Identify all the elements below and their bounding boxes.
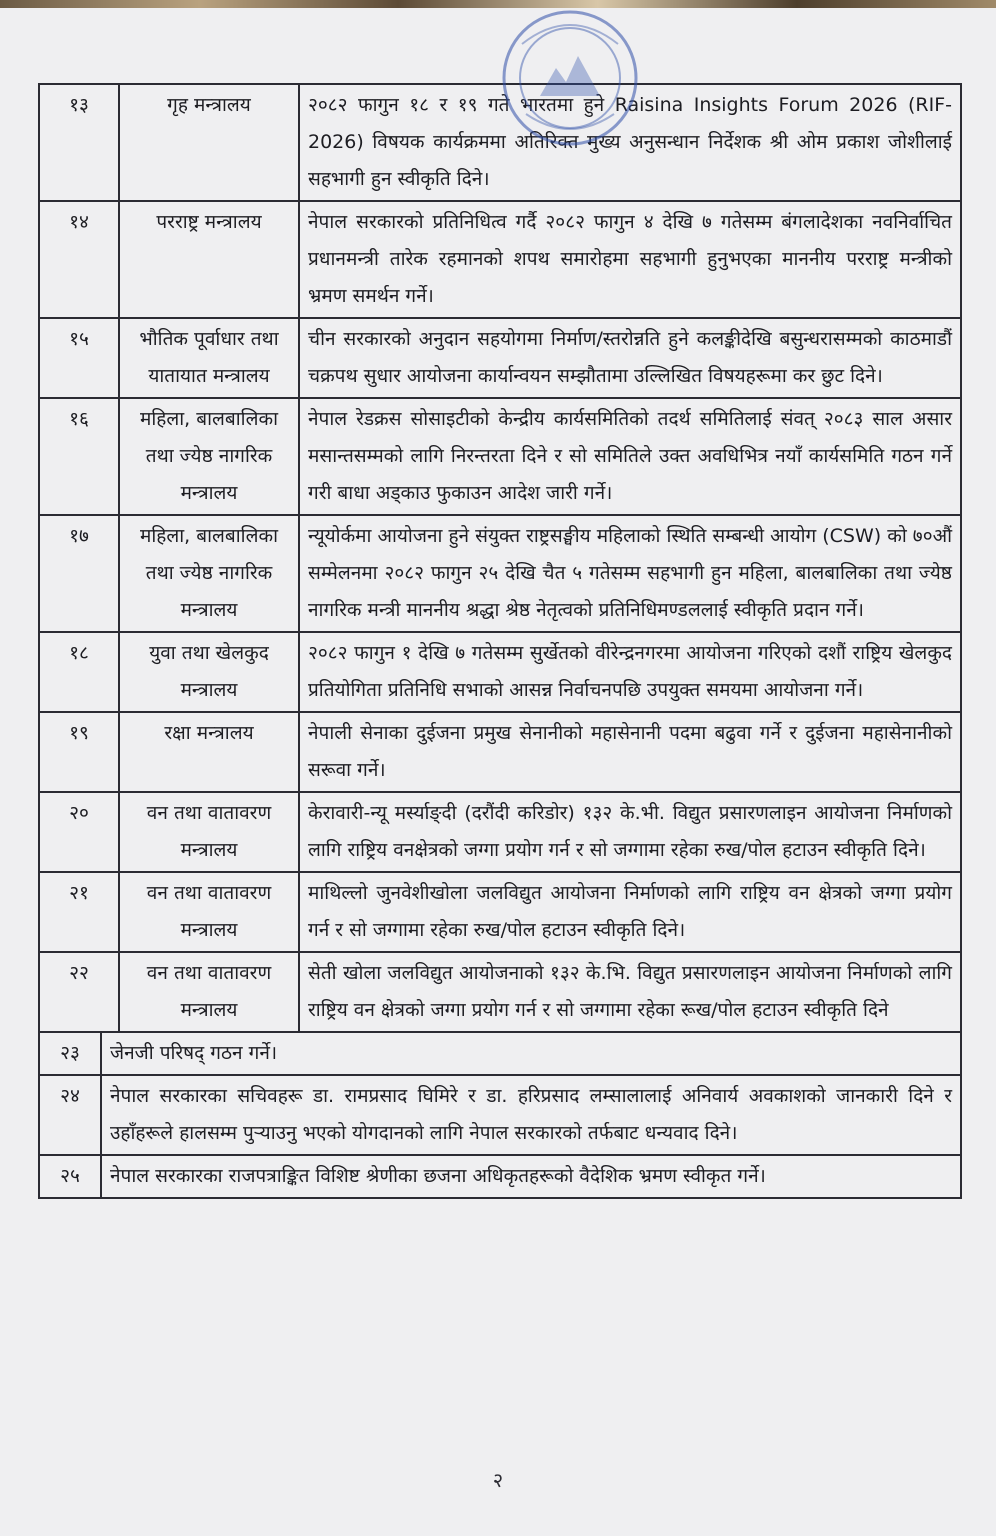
decision-cell: केरावारी-न्यू मर्स्याङ्दी (दरौंदी करिडोर) १३२ के.भी. विद्युत प्रसारणलाइन आयोजना निर्माणको लागि राष्ट्रिय वनक्षेत्रको जग्गा प्रयोग गर्न र सो जग्गामा रहेका रुख/पोल हटाउन स्वीकृति दिने। (299, 792, 961, 872)
table-row (39, 398, 961, 515)
row-number: १३ (39, 84, 119, 201)
row-number: २२ (39, 952, 119, 1032)
table-row (39, 712, 961, 792)
decisions-table (38, 83, 962, 1199)
row-number: १५ (39, 318, 119, 398)
table-row (39, 318, 961, 398)
decision-cell: नेपाल सरकारका राजपत्राङ्कित विशिष्ट श्रेणीका छजना अधिकृतहरूको वैदेशिक भ्रमण स्वीकृत गर्ने। (101, 1155, 961, 1198)
ministry-cell: भौतिक पूर्वाधार तथा यातायात मन्त्रालय (119, 318, 299, 398)
table-row (39, 1075, 961, 1155)
decision-cell: माथिल्लो जुनवेशीखोला जलविद्युत आयोजना निर्माणको लागि राष्ट्रिय वन क्षेत्रको जग्गा प्रयोग गर्न र सो जग्गामा रहेका रुख/पोल हटाउन स्वीकृति दिने। (299, 872, 961, 952)
table-row (39, 1032, 961, 1075)
table-row (39, 792, 961, 872)
ministry-cell: महिला, बालबालिका तथा ज्येष्ठ नागरिक मन्त्रालय (119, 515, 299, 632)
decision-cell: नेपाली सेनाका दुईजना प्रमुख सेनानीको महासेनानी पदमा बढुवा गर्ने र दुईजना महासेनानीको सरूवा गर्ने। (299, 712, 961, 792)
ministry-cell: गृह मन्त्रालय (119, 84, 299, 201)
row-number: २० (39, 792, 119, 872)
table-row (39, 952, 961, 1032)
ministry-cell: वन तथा वातावरण मन्त्रालय (119, 792, 299, 872)
decision-cell: २०८२ फागुन १ देखि ७ गतेसम्म सुर्खेतको वीरेन्द्रनगरमा आयोजना गरिएको दशौं राष्ट्रिय खेलकुद प्रतियोगिता प्रतिनिधि सभाको आसन्न निर्वाचनपछि उपयुक्त समयमा आयोजना गर्ने। (299, 632, 961, 712)
ministry-cell: परराष्ट्र मन्त्रालय (119, 201, 299, 318)
table-row (39, 201, 961, 318)
row-number: २५ (39, 1155, 101, 1198)
row-number: १४ (39, 201, 119, 318)
decision-cell: चीन सरकारको अनुदान सहयोगमा निर्माण/स्तरोन्नति हुने कलङ्कीदेखि बसुन्धरासम्मको काठमाडौं चक्रपथ सुधार आयोजना कार्यान्वयन सम्झौतामा उल्लिखित विषयहरूमा कर छुट दिने। (299, 318, 961, 398)
decision-cell: सेती खोला जलविद्युत आयोजनाको १३२ के.भि. विद्युत प्रसारणलाइन आयोजना निर्माणको लागि राष्ट्रिय वन क्षेत्रको जग्गा प्रयोग गर्न र सो जग्गामा रहेका रूख/पोल हटाउन स्वीकृति दिने (299, 952, 961, 1032)
photo-top-edge (0, 0, 996, 8)
row-number: १६ (39, 398, 119, 515)
row-number: २३ (39, 1032, 101, 1075)
table-row (39, 872, 961, 952)
decision-cell: नेपाल रेडक्रस सोसाइटीको केन्द्रीय कार्यसमितिको तदर्थ समितिलाई संवत् २०८३ साल असार मसान्तसम्मको लागि निरन्तरता दिने र सो समितिले उक्त अवधिभित्र नयाँ कार्यसमिति गठन गर्ने गरी बाधा अड्काउ फुकाउन आदेश जारी गर्ने। (299, 398, 961, 515)
row-number: २१ (39, 872, 119, 952)
decision-cell: जेनजी परिषद् गठन गर्ने। (101, 1032, 961, 1075)
decision-cell: नेपाल सरकारको प्रतिनिधित्व गर्दै २०८२ फागुन ४ देखि ७ गतेसम्म बंगलादेशका नवनिर्वाचित प्रधानमन्त्री तारेक रहमानको शपथ समारोहमा सहभागी हुनुभएका माननीय परराष्ट्र मन्त्रीको भ्रमण समर्थन गर्ने। (299, 201, 961, 318)
ministry-cell: युवा तथा खेलकुद मन्त्रालय (119, 632, 299, 712)
row-number: १७ (39, 515, 119, 632)
ministry-cell: महिला, बालबालिका तथा ज्येष्ठ नागरिक मन्त्रालय (119, 398, 299, 515)
row-number: १८ (39, 632, 119, 712)
decision-cell: नेपाल सरकारका सचिवहरू डा. रामप्रसाद घिमिरे र डा. हरिप्रसाद लम्सालालाई अनिवार्य अवकाशको जानकारी दिने र उहाँहरूले हालसम्म पुऱ्याउनु भएको योगदानको लागि नेपाल सरकारको तर्फबाट धन्यवाद दिने। (101, 1075, 961, 1155)
table-row (39, 84, 961, 201)
row-number: २४ (39, 1075, 101, 1155)
page-number: २ (492, 1468, 504, 1492)
ministry-cell: वन तथा वातावरण मन्त्रालय (119, 952, 299, 1032)
table-row (39, 632, 961, 712)
row-number: १९ (39, 712, 119, 792)
table-row (39, 515, 961, 632)
table-row (39, 1155, 961, 1198)
decision-cell: २०८२ फागुन १८ र १९ गते भारतमा हुने Raisina Insights Forum 2026 (RIF-2026) विषयक कार्यक्रममा अतिरिक्त मुख्य अनुसन्धान निर्देशक श्री ओम प्रकाश जोशीलाई सहभागी हुन स्वीकृति दिने। (299, 84, 961, 201)
ministry-cell: वन तथा वातावरण मन्त्रालय (119, 872, 299, 952)
decision-cell: न्यूयोर्कमा आयोजना हुने संयुक्त राष्ट्रसङ्घीय महिलाको स्थिति सम्बन्धी आयोग (CSW) को ७०औं सम्मेलनमा २०८२ फागुन २५ देखि चैत ५ गतेसम्म सहभागी हुन महिला, बालबालिका तथा ज्येष्ठ नागरिक मन्त्री माननीय श्रद्धा श्रेष्ठ नेतृत्वको प्रतिनिधिमण्डललाई स्वीकृति प्रदान गर्ने। (299, 515, 961, 632)
ministry-cell: रक्षा मन्त्रालय (119, 712, 299, 792)
